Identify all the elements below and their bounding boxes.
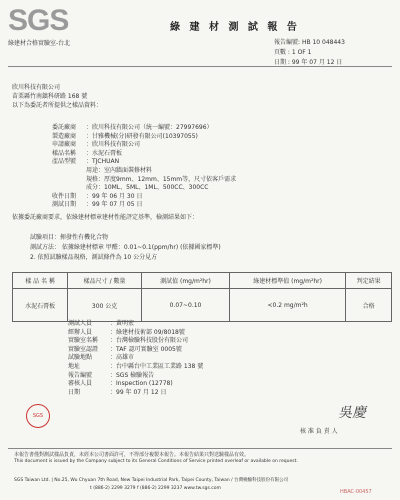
info-value: ：綠建材技術部 09/8018號 [110,328,185,336]
info-value: ：99 年 06 月 30 日 [86,192,143,200]
info-row [52,167,152,175]
info-label: 地址 [68,363,81,370]
info-row [68,354,134,362]
info-value: ：Inspection (12778) [110,380,173,388]
signature-mark: 吳慶 [338,405,366,421]
info-value: ：欣川科技有限公司 [86,141,141,149]
results-header-row [13,273,392,289]
info-value: 規格：厚度9mm、12mm、15mm等，尺寸依客戶需求 [86,175,237,183]
footer-address: SGS Taiwan Ltd. | No.25, Wu Chyuan 7th Road, New Taipei Industrial Park, Taipei County, Taiwan / 台灣檢驗科技股份有限公司 [14,478,289,483]
column-header: 綠建材標準值 (mg/m²hr) [229,273,345,289]
test-method: 測試方法： 依據綠建材標章 甲醛：0.01~0.1(ppm/hr) (依據國家標準) [30,244,221,251]
report-number: 報告編號: HB 10 048443 [274,39,345,46]
table-cell: 水泥石膏板 [13,289,68,322]
info-label: 產品型號 [52,158,77,166]
info-row [52,158,119,166]
info-label: 實驗室名稱 [68,337,99,345]
info-label: 經辦人員 [68,328,93,336]
footer-code: HBAC-00457 [340,489,372,495]
info-label: 委託廠商 [52,124,77,131]
info-value: ：99 年 07 月 12 日 [110,388,167,396]
table-cell: 300 公克 [68,289,142,322]
info-row [52,133,198,141]
info-value: ：TJCHUAN [86,158,120,166]
info-row [52,176,236,184]
info-value: ：甘雅機械(分)研發有限公司(10397055) [86,132,198,140]
page-count: 頁數 : 1 OF 1 [274,49,312,56]
info-row [52,141,140,149]
info-value: ：高雄市 [110,354,135,362]
column-header: 判定結果 [346,273,392,289]
test-intro: 依據委託廠商要求，依綠建材標章建材性能評定基準，檢測結果如下： [12,214,199,221]
lab-subtitle: 綠建材合格實驗室-台北 [8,40,71,47]
info-value: ：TAF 認可實驗室 0005號 [110,345,182,353]
info-value: ：台中縣台中工業區工業路 138 號 [110,363,204,370]
client-address: 苗栗縣竹南鎮科研路 168 號 [12,93,88,100]
info-value: 用途：室內牆面裝修材料 [86,167,153,174]
info-value: ：SGS 檢驗報告 [110,371,155,379]
footer-divider [8,448,392,449]
info-value: ：99 年 07 月 05 日 [86,201,143,209]
info-row [52,193,142,201]
info-row [52,124,213,132]
info-row [68,320,134,328]
info-row [68,380,173,388]
info-label: 試驗地點 [68,354,93,362]
info-value: ：黃明宏 [110,320,135,327]
info-row [68,337,188,345]
footer-conditions: This document is issued by the Company subject to its General Conditions of Service printed overleaf or available on request. [14,459,298,464]
info-label: 審核人員 [68,380,93,388]
info-label: 測試日期 [52,201,77,209]
info-label: 樣品名稱 [52,149,77,157]
info-row [68,372,154,380]
report-title: 綠 建 材 測 試 報 告 [170,22,300,33]
info-value: ：台灣檢驗科技股份有限公司 [110,337,189,345]
client-note: 以下為委託者所提供之樣品資料： [12,102,103,109]
table-row [13,289,392,322]
test-note: 2. 依照試驗樣品規格，測試條件為 10 公分見方 [30,254,158,261]
test-item: 試驗項目：揮發性有機化合物 [30,234,109,241]
info-row [68,329,185,337]
info-value: ：欣川科技有限公司（統一編號：27997696） [86,124,213,131]
info-row [68,363,203,371]
info-label: 收件日期 [52,192,77,200]
info-label: 報告編號 [68,371,93,379]
header-divider [8,66,392,67]
info-label: 測試人員 [68,320,93,327]
info-label: 實驗室認證 [68,345,99,353]
approver-label: 核 准 負 責 人 [300,428,338,435]
info-label: 製造廠商 [52,132,77,140]
info-row [68,346,182,354]
info-row [52,184,209,192]
info-row [68,389,166,397]
table-cell: <0.2 mg/m²h [229,289,345,322]
sgs-logo: SGS [8,4,69,37]
table-cell: 合格 [346,289,392,322]
table-cell: 0.07~0.10 [142,289,230,322]
company-seal: SGS [26,404,50,428]
info-label: 申請廠商 [52,141,77,149]
footer-disclaimer: 本報告書僅對測試樣品負責，未經本公司書面許可，不得部分複製本報告。本報告結果只對送驗樣品有效。 [14,452,250,458]
info-value: 成分：10ML、5ML、1ML、500CC、300CC [86,184,209,192]
info-row [52,150,122,158]
info-value: ：水泥石膏板 [86,149,123,157]
column-header: 樣品尺寸 / 數量 [68,273,142,289]
report-date: 日期 : 99 年 07 月 12 日 [274,59,343,66]
column-header: 測試值 (mg/m²hr) [142,273,230,289]
info-row [52,201,142,209]
client-name: 欣川科技有限公司 [12,84,61,91]
footer-contact: t (886-2) 2299 3279 f (886-2) 2299 3237 www.tw.sgs.com [90,486,221,491]
column-header: 樣 品 名 稱 [13,273,68,289]
results-table [12,272,392,322]
info-label: 日期 [68,388,81,396]
